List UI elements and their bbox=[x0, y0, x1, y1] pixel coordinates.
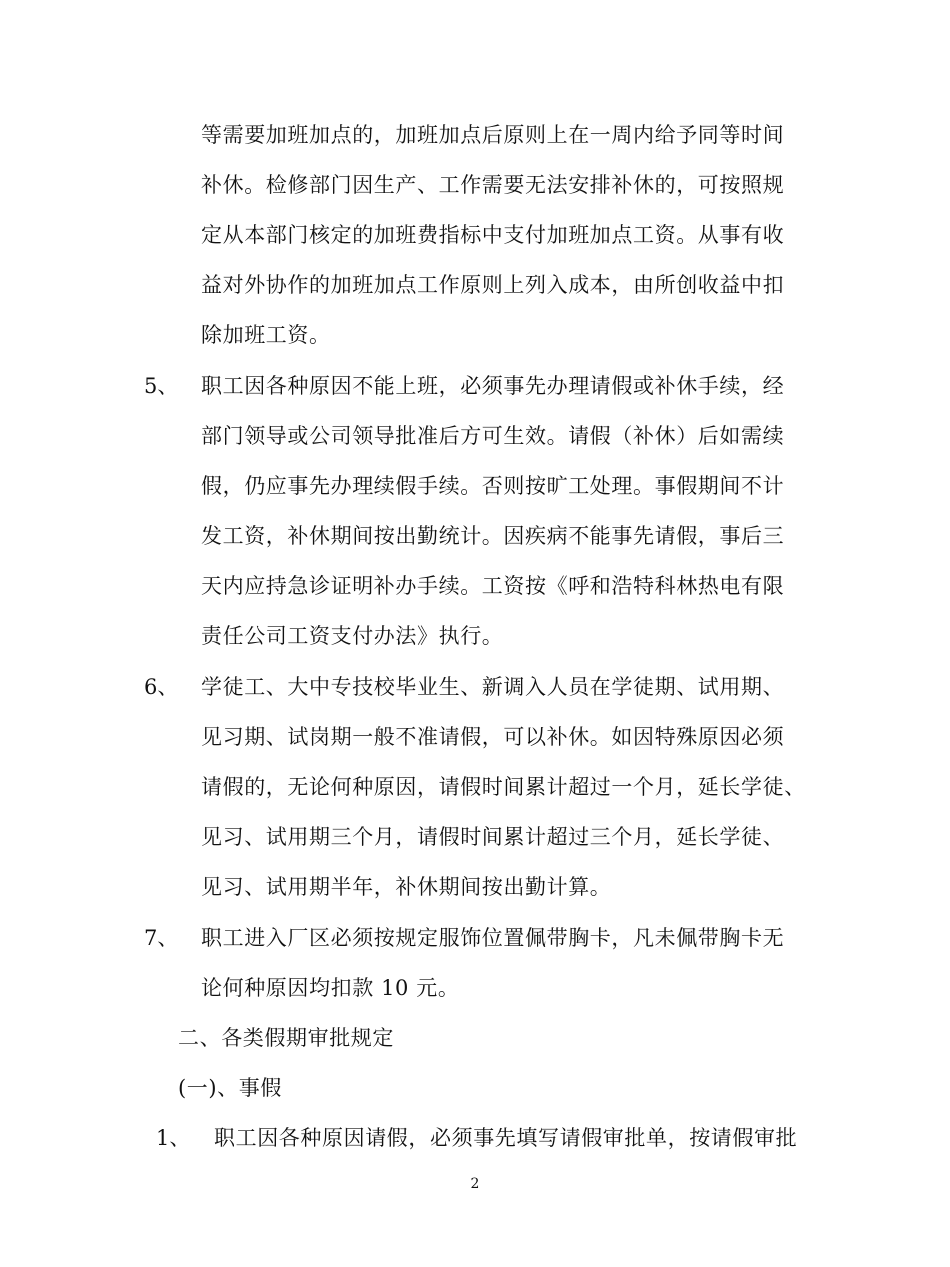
item7-line: 职工进入厂区必须按规定服饰位置佩带胸卡，凡未佩带胸卡无 bbox=[201, 926, 785, 950]
item7-line: 论何种原因均扣款 10 元。 bbox=[201, 976, 460, 1000]
paragraph-line: 益对外协作的加班加点工作原则上列入成本，由所创收益中扣 bbox=[201, 273, 785, 297]
item5-line: 假，仍应事先办理续假手续。否则按旷工处理。事假期间不计 bbox=[201, 474, 785, 498]
list-marker-6: 6、 bbox=[144, 675, 179, 699]
item6-line: 请假的，无论何种原因，请假时间累计超过一个月，延长学徒、 bbox=[201, 775, 806, 799]
item5-line: 天内应持急诊证明补办手续。工资按《呼和浩特科林热电有限 bbox=[201, 574, 785, 598]
list-marker-7: 7、 bbox=[144, 926, 179, 950]
item6-line: 学徒工、大中专技校毕业生、新调入人员在学徒期、试用期、 bbox=[201, 675, 785, 699]
item6-line: 见习、试用期三个月，请假时间累计超过三个月，延长学徒、 bbox=[201, 825, 785, 849]
item5-line: 职工因各种原因不能上班，必须事先办理请假或补休手续，经 bbox=[201, 374, 785, 398]
list-marker-1: 1、 bbox=[156, 1126, 191, 1150]
item5-line: 部门领导或公司领导批准后方可生效。请假（补休）后如需续 bbox=[201, 424, 785, 448]
item5-line: 发工资，补休期间按出勤统计。因疾病不能事先请假，事后三 bbox=[201, 524, 785, 548]
item6-line: 见习期、试岗期一般不准请假，可以补休。如因特殊原因必须 bbox=[201, 725, 785, 749]
paragraph-line: 定从本部门核定的加班费指标中支付加班加点工资。从事有收 bbox=[201, 223, 785, 247]
page-number: 2 bbox=[470, 1176, 480, 1192]
item5-line: 责任公司工资支付办法》执行。 bbox=[201, 624, 504, 648]
subitem1-line: 职工因各种原因请假，必须事先填写请假审批单，按请假审批 bbox=[214, 1126, 798, 1150]
paragraph-line: 等需要加班加点的，加班加点后原则上在一周内给予同等时间 bbox=[201, 123, 785, 147]
section-subheading: (一)、事假 bbox=[178, 1076, 282, 1100]
paragraph-line: 补休。检修部门因生产、工作需要无法安排补休的，可按照规 bbox=[201, 173, 785, 197]
paragraph-line: 除加班工资。 bbox=[201, 323, 331, 347]
list-marker-5: 5、 bbox=[144, 374, 179, 398]
item6-line: 见习、试用期半年，补休期间按出勤计算。 bbox=[201, 875, 612, 899]
section-heading: 二、各类假期审批规定 bbox=[178, 1026, 394, 1050]
